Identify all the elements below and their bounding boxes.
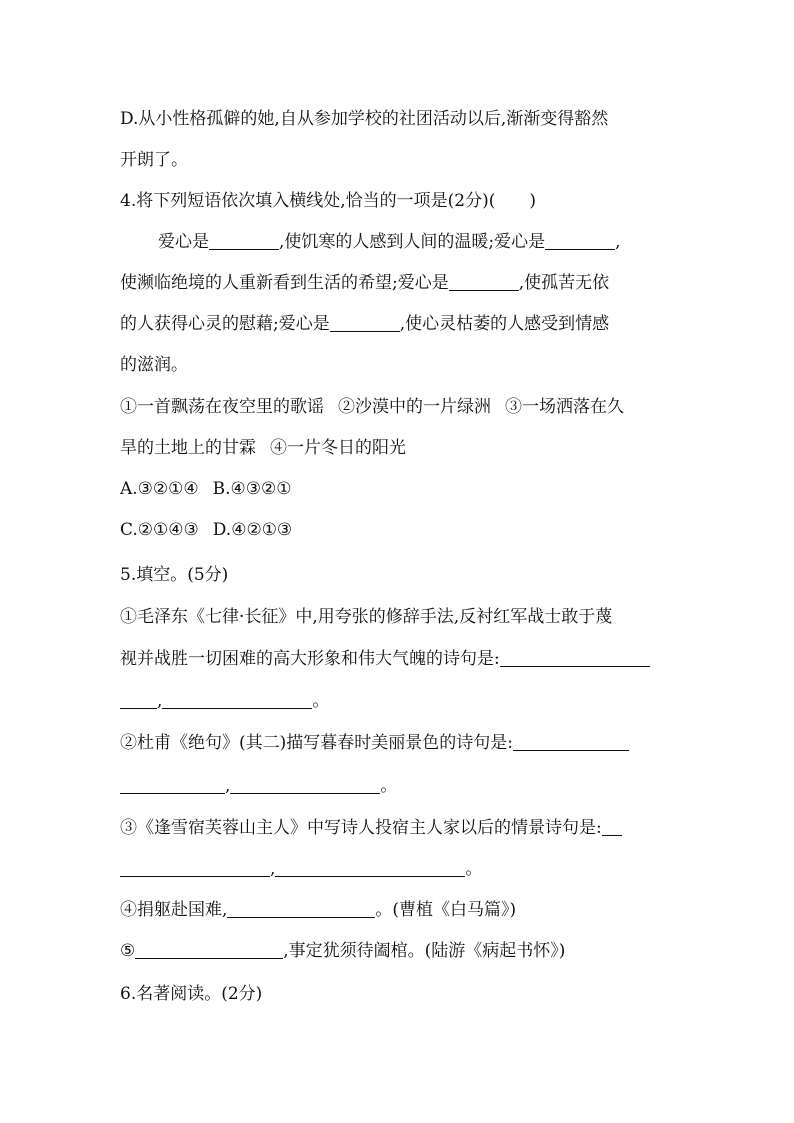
question-4-stem: 4.将下列短语依次填入横线处,恰当的一项是(2分)( ): [120, 191, 536, 211]
option-d-line-2: 开朗了。: [120, 150, 188, 170]
answer-blank[interactable]: [602, 818, 622, 836]
q5-item-3-line-2: [120, 858, 482, 880]
passage-text: 的人获得心灵的慰藉;爱心是: [120, 314, 330, 334]
comma: ,: [270, 859, 276, 879]
prompt-text: ②杜甫《绝句》(其二)描写暮春时美丽景色的诗句是:: [120, 733, 513, 753]
answer-blank[interactable]: [162, 691, 312, 709]
passage-line-4: 的滋润。: [120, 355, 188, 375]
passage-text: 使濒临绝境的人重新看到生活的希望;爱心是: [120, 273, 449, 293]
option-a[interactable]: A.③②①④: [120, 479, 199, 499]
passage-text: ,: [615, 232, 621, 252]
passage-line-2: [120, 272, 609, 294]
passage-text: ,使孤苦无依: [518, 273, 610, 293]
phrase-3: ③一场洒落在久: [505, 397, 624, 417]
answer-blank[interactable]: [120, 776, 225, 794]
q5-item-4: [120, 899, 516, 921]
option-d[interactable]: D.④②①③: [212, 520, 293, 540]
passage-text: 爱心是: [158, 232, 209, 252]
answer-blank[interactable]: [545, 232, 615, 250]
passage-line-3: [120, 313, 609, 335]
prompt-text: 视并战胜一切困难的高大形象和伟大气魄的诗句是:: [120, 649, 500, 669]
phrases-line-2: [120, 437, 406, 459]
q5-item-1-line-2: [120, 648, 650, 670]
period: 。: [312, 691, 330, 711]
question-5-heading: 5.填空。(5分): [120, 565, 229, 585]
phrase-4: ④一片冬日的阳光: [270, 438, 406, 458]
option-b[interactable]: B.④③②①: [212, 479, 292, 499]
answer-blank[interactable]: [330, 314, 400, 332]
citation: ,事定犹须待阖棺。(陆游《病起书怀》): [283, 941, 566, 961]
option-c[interactable]: C.②①④③: [120, 520, 199, 540]
answer-blank[interactable]: [275, 859, 465, 877]
q5-item-1-line-1: ①毛泽东《七律·长征》中,用夸张的修辞手法,反衬红军战士敢于蔑: [120, 607, 613, 627]
options-line-2: [120, 519, 292, 541]
phrase-3-cont: 旱的土地上的甘霖: [120, 438, 256, 458]
phrase-1: ①一首飘荡在夜空里的歌谣: [120, 397, 324, 417]
q5-item-2-line-2: [120, 775, 397, 797]
prompt-text: ④捐躯赴国难,: [120, 900, 228, 920]
answer-blank[interactable]: [513, 733, 629, 751]
options-line-1: [120, 478, 292, 500]
passage-text: ,使饥寒的人感到人间的温暖;爱心是: [279, 232, 546, 252]
prompt-text: ③《逢雪宿芙蓉山主人》中写诗人投宿主人家以后的情景诗句是:: [120, 818, 602, 838]
answer-blank[interactable]: [230, 776, 380, 794]
question-6-heading: 6.名著阅读。(2分): [120, 984, 263, 1004]
answer-blank[interactable]: [135, 941, 283, 959]
answer-blank[interactable]: [227, 900, 375, 918]
period: 。: [380, 776, 398, 796]
phrase-2: ②沙漠中的一片绿洲: [338, 397, 491, 417]
answer-blank[interactable]: [449, 273, 519, 291]
passage-text: ,使心灵枯萎的人感受到情感: [399, 314, 610, 334]
answer-blank[interactable]: [500, 649, 650, 667]
period: 。: [465, 859, 483, 879]
comma: ,: [225, 776, 231, 796]
q5-item-5: [120, 940, 565, 962]
phrases-line-1: [120, 396, 624, 418]
answer-blank[interactable]: [120, 859, 270, 877]
option-d-line-1: D.从小性格孤僻的她,自从参加学校的社团活动以后,渐渐变得豁然: [120, 109, 609, 129]
q5-item-2-line-1: [120, 732, 629, 754]
answer-blank[interactable]: [120, 691, 157, 709]
answer-blank[interactable]: [209, 232, 279, 250]
comma: ,: [157, 691, 163, 711]
q5-item-3-line-1: [120, 817, 622, 839]
citation: 。(曹植《白马篇》): [375, 900, 517, 920]
passage-line-1: [158, 231, 621, 253]
q5-item-1-line-3: [120, 690, 329, 712]
item-marker: ⑤: [120, 941, 136, 961]
